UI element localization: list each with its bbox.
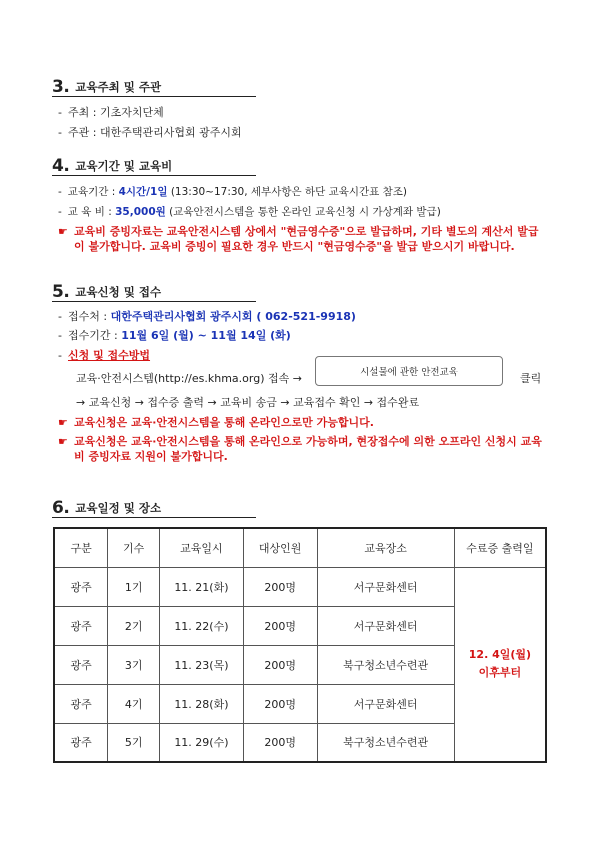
cell-session: 1기 <box>108 567 160 606</box>
online-only-note-text: 교육신청은 교육·안전시스템을 통해 온라인으로만 가능합니다. <box>74 416 374 429</box>
fee-line: - 교 육 비 : 35,000원 (교육안전시스템을 통한 온라인 교육신청 시 가상계좌 발급) <box>58 206 441 218</box>
offline-note <box>58 435 548 464</box>
section-6-heading <box>52 496 256 518</box>
reception-label: 접수처 <box>67 310 100 323</box>
cell-capacity: 200명 <box>243 567 317 606</box>
cell-capacity: 200명 <box>243 645 317 684</box>
cell-session: 5기 <box>108 723 160 762</box>
cell-date: 11. 28(화) <box>160 684 244 723</box>
pointing-hand-icon: ☛ <box>58 416 68 429</box>
section-3-number: 3. <box>52 77 70 97</box>
method-label: 신청 및 접수방법 <box>67 349 151 362</box>
click-text: 클릭 <box>520 372 542 385</box>
header-cert-date: 수료증 출력일 <box>454 528 546 567</box>
cell-venue: 서구문화센터 <box>317 606 454 645</box>
cell-category: 광주 <box>54 567 108 606</box>
cell-cert-date <box>454 567 546 762</box>
reception-value: 대한주택관리사협회 광주시회 ( 062-521-9918) <box>110 310 356 323</box>
cell-capacity: 200명 <box>243 723 317 762</box>
cell-category: 광주 <box>54 684 108 723</box>
schedule-table <box>53 527 547 763</box>
reception-period-line: - 접수기간 : 11월 6일 (월) ~ 11월 14일 (화) <box>58 329 291 342</box>
reception-period-label: 접수기간 <box>67 329 111 342</box>
cell-session: 2기 <box>108 606 160 645</box>
fee-receipt-note <box>58 225 548 254</box>
cert-date-line1: 12. 4일(월) <box>468 648 532 662</box>
section-5-heading <box>52 280 256 302</box>
fee-label: 교 육 비 <box>67 206 105 218</box>
cell-category: 광주 <box>54 723 108 762</box>
cell-venue: 북구청소년수련관 <box>317 723 454 762</box>
period-line: - 교육기간 : 4시간/1일 (13:30~17:30, 세부사항은 하단 교육시간표 참조) <box>58 186 408 198</box>
header-venue: 교육장소 <box>317 528 454 567</box>
section-5-title: 교육신청 및 접수 <box>75 285 162 299</box>
cell-session: 3기 <box>108 645 160 684</box>
cell-venue: 서구문화센터 <box>317 684 454 723</box>
cell-capacity: 200명 <box>243 684 317 723</box>
cell-date: 11. 29(수) <box>160 723 244 762</box>
cell-category: 광주 <box>54 606 108 645</box>
reception-line: - 접수처 : 대한주택관리사협회 광주시회 ( 062-521-9918) <box>58 310 356 323</box>
cell-capacity: 200명 <box>243 606 317 645</box>
host-label: 주최 <box>67 106 90 119</box>
method-line: - 신청 및 접수방법 <box>58 349 151 362</box>
cert-date-line2: 이후부터 <box>478 666 522 680</box>
section-6-number: 6. <box>52 498 70 518</box>
organizer-label: 주관 <box>67 126 90 139</box>
system-access-text: 교육·안전시스템(http://es.khma.org) 접속 → <box>76 372 302 385</box>
section-5-number: 5. <box>52 282 70 302</box>
period-detail: (13:30~17:30, 세부사항은 하단 교육시간표 참조) <box>170 186 408 198</box>
header-session: 기수 <box>108 528 160 567</box>
fee-value: 35,000원 <box>115 206 166 218</box>
section-4-heading <box>52 154 256 176</box>
organizer-value: 대한주택관리사협회 광주시회 <box>99 126 242 139</box>
cell-venue: 서구문화센터 <box>317 567 454 606</box>
section-4-number: 4. <box>52 156 70 176</box>
header-date: 교육일시 <box>160 528 244 567</box>
pointing-hand-icon: ☛ <box>58 225 68 238</box>
section-4-title: 교육기간 및 교육비 <box>75 159 173 173</box>
reception-period-value: 11월 6일 (월) ~ 11월 14일 (화) <box>121 329 291 342</box>
cell-date: 11. 23(목) <box>160 645 244 684</box>
host-value: 기초자치단체 <box>99 106 164 119</box>
cell-venue: 북구청소년수련관 <box>317 645 454 684</box>
pointing-hand-icon: ☛ <box>58 435 68 448</box>
safety-education-button[interactable]: 시설물에 관한 안전교육 <box>315 356 503 386</box>
section-3-heading <box>52 75 256 97</box>
period-value: 4시간/1일 <box>118 186 168 198</box>
fee-detail: (교육안전시스템을 통한 온라인 교육신청 시 가상계좌 발급) <box>169 206 441 218</box>
table-row <box>54 567 546 606</box>
cell-date: 11. 22(수) <box>160 606 244 645</box>
fee-receipt-note-text: 교육비 증빙자료는 교육안전시스템 상에서 "현금영수증"으로 발급하며, 기타 별도의 계산서 발급이 불가합니다. 교육비 증빙이 필요한 경우 반드시 "현금영수증"을 발급 받으시기 바랍니다. <box>74 225 539 253</box>
section-6-title: 교육일정 및 장소 <box>75 501 162 515</box>
offline-note-text: 교육신청은 교육·안전시스템을 통해 온라인으로 가능하며, 현장접수에 의한 오프라인 신청시 교육비 증빙자료 지원이 불가합니다. <box>74 435 542 463</box>
period-label: 교육기간 <box>67 186 109 198</box>
cell-date: 11. 21(화) <box>160 567 244 606</box>
application-flow-text: → 교육신청 → 접수증 출력 → 교육비 송금 → 교육접수 확인 → 접수완료 <box>76 396 420 409</box>
organizer-line: - 주관 : 대한주택관리사협회 광주시회 <box>58 126 242 139</box>
online-only-note <box>58 416 548 431</box>
header-category: 구분 <box>54 528 108 567</box>
section-3-title: 교육주최 및 주관 <box>75 80 162 94</box>
cell-category: 광주 <box>54 645 108 684</box>
header-capacity: 대상인원 <box>243 528 317 567</box>
cell-session: 4기 <box>108 684 160 723</box>
table-header-row <box>54 528 546 567</box>
host-line: - 주최 : 기초자치단체 <box>58 106 164 119</box>
